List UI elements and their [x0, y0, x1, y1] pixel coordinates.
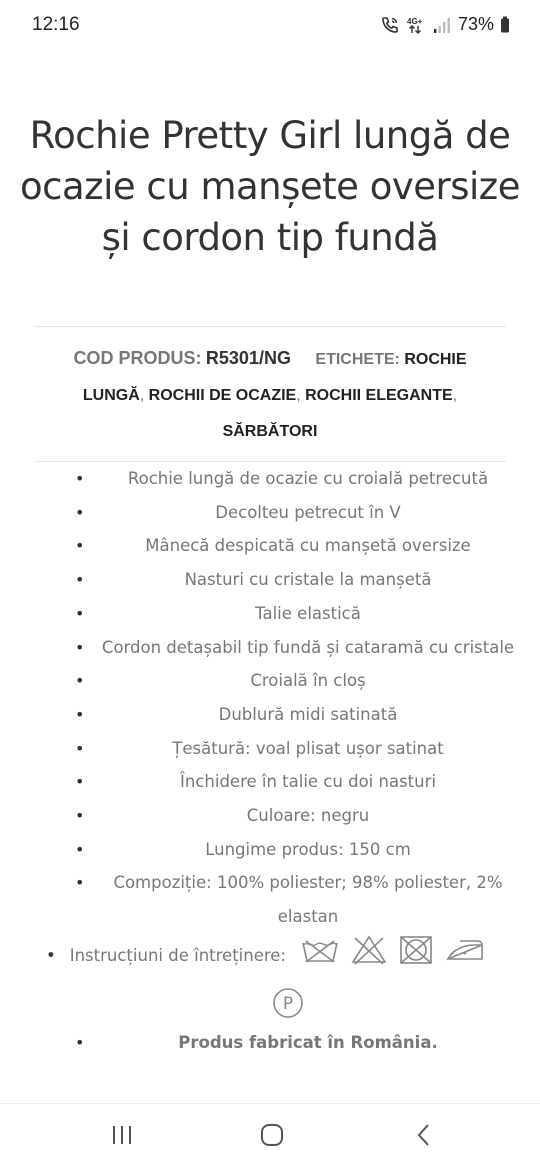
svg-text:P: P [282, 993, 294, 1014]
back-button[interactable] [404, 1122, 444, 1152]
made-in-item: • Produs fabricat în România. [75, 1032, 438, 1052]
tag-link-rochii-elegante[interactable]: ROCHII ELEGANTE [305, 387, 453, 404]
battery-icon [500, 16, 510, 34]
care-label: Instrucțiuni de întreținere: [69, 945, 286, 965]
professional-clean-p-icon [60, 986, 516, 1020]
feature-item: • Decolteu petrecut în V [75, 502, 401, 522]
wifi-calling-icon [380, 15, 400, 35]
tag-link-sarbatori[interactable]: SĂRBĂTORI [222, 423, 318, 440]
feature-item: • Țesătură: voal plisat ușor satinat [75, 738, 444, 758]
status-time: 12:16 [32, 14, 80, 35]
feature-item: • Croială în cloș [75, 671, 366, 691]
made-in-text: Produs fabricat în România. [178, 1032, 438, 1052]
tag-link-rochie-lunga[interactable]: ROCHIE LUNGĂ [82, 351, 467, 404]
product-title: Rochie Pretty Girl lungă de ocazie cu manșete oversize și cordon tip fundă [20, 114, 520, 259]
home-icon [259, 1122, 285, 1152]
feature-item: • Lungime produs: 150 cm [75, 839, 411, 859]
product-meta [54, 340, 486, 450]
feature-item: • Talie elastică [75, 603, 361, 623]
tag-separator: , [296, 387, 306, 404]
code-label: COD PRODUS: [73, 348, 202, 368]
recents-icon [110, 1124, 134, 1150]
divider-top [34, 326, 506, 327]
signal-icon [432, 16, 452, 34]
feature-item: • Nasturi cu cristale la manșetă [75, 570, 432, 590]
feature-item: • Rochie lungă de ocazie cu croială petrecută [75, 469, 489, 488]
tags-label: ETICHETE: [315, 351, 400, 368]
feature-item: • Mânecă despicată cu manșetă oversize [75, 536, 471, 556]
care-bullet: • [46, 945, 56, 965]
feature-item: • Culoare: negru [75, 806, 370, 826]
no-bleach-icon [350, 934, 388, 978]
battery-percentage: 73% [457, 14, 494, 34]
status-bar [0, 0, 540, 52]
care-instructions [46, 934, 520, 1020]
system-nav-bar [0, 1103, 540, 1170]
feature-item: • Cordon detașabil tip fundă și cataramă cu cristale [75, 637, 515, 657]
code-value: R5301/NG [205, 348, 291, 368]
feature-item: • Dublură midi satinată [75, 704, 398, 724]
feature-list [46, 462, 520, 1059]
iron-low-icon [444, 935, 486, 977]
back-icon [414, 1122, 434, 1152]
feature-item: • Compoziție: 100% poliester; 98% poliester, 2% elastan [75, 873, 503, 927]
no-wash-icon [300, 935, 340, 977]
recents-button[interactable] [102, 1122, 142, 1152]
svg-text:4G+: 4G+ [406, 16, 423, 26]
feature-item: • Închidere în talie cu doi nasturi [75, 772, 436, 792]
status-icons [380, 14, 510, 35]
no-tumble-dry-icon [398, 934, 434, 978]
care-icons [300, 934, 486, 978]
home-button[interactable] [252, 1122, 292, 1152]
network-4g-icon [406, 15, 426, 35]
tag-separator: , [139, 387, 149, 404]
tag-separator: , [452, 387, 458, 404]
tag-link-rochii-de-ocazie[interactable]: ROCHII DE OCAZIE [148, 387, 297, 404]
